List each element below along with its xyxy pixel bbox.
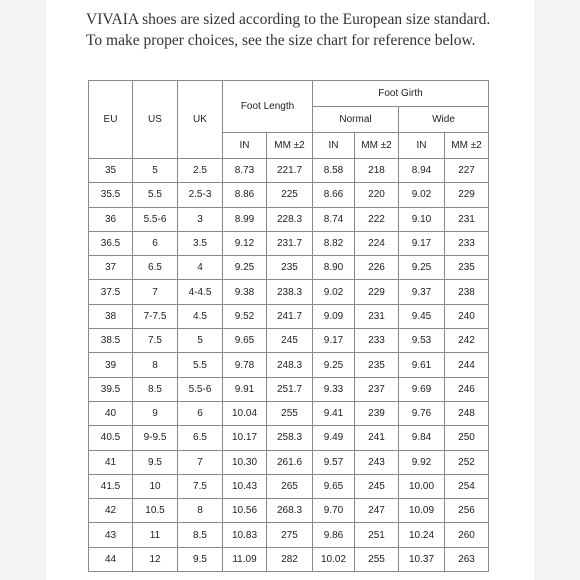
cell-length-in: 9.38 (223, 280, 267, 304)
cell-length-mm: 241.7 (267, 304, 313, 328)
cell-normal-in: 8.90 (313, 256, 355, 280)
intro-line-1: VIVAIA shoes are sized according to the European size standard. (86, 11, 491, 28)
cell-normal-mm: 235 (355, 353, 399, 377)
cell-length-mm: 221.7 (267, 159, 313, 183)
size-chart-panel (46, 0, 534, 580)
cell-wide-in: 9.76 (399, 401, 445, 425)
cell-uk: 6 (178, 401, 223, 425)
table-row (89, 280, 489, 304)
cell-length-in: 9.12 (223, 231, 267, 255)
cell-us: 10.5 (133, 499, 178, 523)
cell-length-mm: 235 (267, 256, 313, 280)
cell-normal-mm: 241 (355, 426, 399, 450)
size-table-body (89, 159, 489, 572)
cell-eu: 39.5 (89, 377, 133, 401)
cell-us: 12 (133, 547, 178, 571)
cell-length-in: 8.73 (223, 159, 267, 183)
cell-length-in: 10.17 (223, 426, 267, 450)
header-foot-girth: Foot Girth (313, 81, 489, 107)
cell-us: 8.5 (133, 377, 178, 401)
cell-uk: 3.5 (178, 231, 223, 255)
cell-us: 9-9.5 (133, 426, 178, 450)
cell-normal-in: 9.49 (313, 426, 355, 450)
cell-normal-in: 9.17 (313, 329, 355, 353)
cell-length-mm: 275 (267, 523, 313, 547)
cell-normal-in: 9.25 (313, 353, 355, 377)
cell-us: 6.5 (133, 256, 178, 280)
cell-uk: 4-4.5 (178, 280, 223, 304)
cell-eu: 41 (89, 450, 133, 474)
cell-wide-in: 10.09 (399, 499, 445, 523)
cell-normal-in: 9.70 (313, 499, 355, 523)
table-row (89, 401, 489, 425)
cell-uk: 8 (178, 499, 223, 523)
cell-length-in: 9.52 (223, 304, 267, 328)
cell-length-mm: 265 (267, 474, 313, 498)
cell-eu: 38.5 (89, 329, 133, 353)
cell-us: 5.5-6 (133, 207, 178, 231)
cell-wide-in: 9.69 (399, 377, 445, 401)
cell-normal-in: 8.74 (313, 207, 355, 231)
cell-length-mm: 251.7 (267, 377, 313, 401)
cell-length-in: 10.83 (223, 523, 267, 547)
table-row (89, 231, 489, 255)
cell-us: 10 (133, 474, 178, 498)
cell-us: 9 (133, 401, 178, 425)
header-eu: EU (89, 81, 133, 159)
cell-us: 8 (133, 353, 178, 377)
header-us: US (133, 81, 178, 159)
header-normal-in: IN (313, 133, 355, 159)
table-row (89, 499, 489, 523)
table-row (89, 207, 489, 231)
cell-eu: 36 (89, 207, 133, 231)
cell-length-mm: 231.7 (267, 231, 313, 255)
cell-normal-mm: 224 (355, 231, 399, 255)
header-length-mm: MM ±2 (267, 133, 313, 159)
cell-length-mm: 245 (267, 329, 313, 353)
cell-length-mm: 268.3 (267, 499, 313, 523)
cell-wide-mm: 250 (445, 426, 489, 450)
cell-normal-in: 8.66 (313, 183, 355, 207)
cell-normal-in: 9.09 (313, 304, 355, 328)
cell-length-in: 9.65 (223, 329, 267, 353)
cell-uk: 3 (178, 207, 223, 231)
cell-wide-in: 8.94 (399, 159, 445, 183)
cell-length-mm: 282 (267, 547, 313, 571)
cell-us: 7-7.5 (133, 304, 178, 328)
cell-normal-mm: 239 (355, 401, 399, 425)
cell-uk: 9.5 (178, 547, 223, 571)
cell-wide-in: 9.17 (399, 231, 445, 255)
header-wide: Wide (399, 107, 489, 133)
cell-us: 5 (133, 159, 178, 183)
cell-length-mm: 238.3 (267, 280, 313, 304)
cell-normal-mm: 226 (355, 256, 399, 280)
cell-length-in: 10.04 (223, 401, 267, 425)
cell-uk: 8.5 (178, 523, 223, 547)
cell-normal-mm: 222 (355, 207, 399, 231)
cell-length-mm: 248.3 (267, 353, 313, 377)
cell-wide-mm: 240 (445, 304, 489, 328)
cell-normal-mm: 237 (355, 377, 399, 401)
cell-eu: 38 (89, 304, 133, 328)
cell-normal-mm: 247 (355, 499, 399, 523)
header-wide-in: IN (399, 133, 445, 159)
table-row (89, 159, 489, 183)
header-length-in: IN (223, 133, 267, 159)
cell-uk: 6.5 (178, 426, 223, 450)
cell-normal-mm: 251 (355, 523, 399, 547)
cell-wide-mm: 238 (445, 280, 489, 304)
table-row (89, 523, 489, 547)
table-row (89, 183, 489, 207)
cell-normal-in: 9.86 (313, 523, 355, 547)
cell-length-in: 9.25 (223, 256, 267, 280)
cell-wide-in: 9.92 (399, 450, 445, 474)
cell-wide-mm: 254 (445, 474, 489, 498)
header-uk: UK (178, 81, 223, 159)
table-row (89, 547, 489, 571)
table-row (89, 329, 489, 353)
table-row (89, 256, 489, 280)
cell-normal-mm: 229 (355, 280, 399, 304)
cell-normal-in: 8.58 (313, 159, 355, 183)
cell-uk: 2.5 (178, 159, 223, 183)
cell-normal-mm: 231 (355, 304, 399, 328)
intro-text (86, 9, 546, 51)
cell-eu: 37.5 (89, 280, 133, 304)
table-row (89, 353, 489, 377)
cell-eu: 43 (89, 523, 133, 547)
cell-eu: 39 (89, 353, 133, 377)
cell-wide-mm: 244 (445, 353, 489, 377)
cell-length-in: 10.30 (223, 450, 267, 474)
cell-us: 11 (133, 523, 178, 547)
table-row (89, 377, 489, 401)
cell-length-in: 8.99 (223, 207, 267, 231)
cell-normal-mm: 218 (355, 159, 399, 183)
cell-wide-mm: 227 (445, 159, 489, 183)
cell-length-mm: 225 (267, 183, 313, 207)
cell-eu: 37 (89, 256, 133, 280)
cell-length-mm: 228.3 (267, 207, 313, 231)
cell-normal-mm: 220 (355, 183, 399, 207)
cell-normal-mm: 255 (355, 547, 399, 571)
cell-uk: 5 (178, 329, 223, 353)
cell-eu: 44 (89, 547, 133, 571)
cell-wide-mm: 246 (445, 377, 489, 401)
table-row (89, 450, 489, 474)
cell-wide-mm: 233 (445, 231, 489, 255)
cell-eu: 41.5 (89, 474, 133, 498)
cell-uk: 5.5-6 (178, 377, 223, 401)
cell-uk: 7 (178, 450, 223, 474)
cell-wide-mm: 263 (445, 547, 489, 571)
cell-us: 5.5 (133, 183, 178, 207)
cell-length-mm: 261.6 (267, 450, 313, 474)
cell-normal-mm: 243 (355, 450, 399, 474)
cell-eu: 36.5 (89, 231, 133, 255)
cell-wide-mm: 231 (445, 207, 489, 231)
cell-wide-in: 9.45 (399, 304, 445, 328)
cell-length-in: 9.91 (223, 377, 267, 401)
cell-length-in: 10.43 (223, 474, 267, 498)
cell-wide-in: 10.24 (399, 523, 445, 547)
cell-wide-in: 9.25 (399, 256, 445, 280)
header-wide-mm: MM ±2 (445, 133, 489, 159)
cell-eu: 40.5 (89, 426, 133, 450)
cell-length-mm: 258.3 (267, 426, 313, 450)
cell-eu: 35.5 (89, 183, 133, 207)
cell-normal-in: 9.57 (313, 450, 355, 474)
header-normal-mm: MM ±2 (355, 133, 399, 159)
cell-wide-mm: 256 (445, 499, 489, 523)
cell-uk: 7.5 (178, 474, 223, 498)
cell-uk: 4.5 (178, 304, 223, 328)
header-normal: Normal (313, 107, 399, 133)
cell-wide-in: 9.84 (399, 426, 445, 450)
table-row (89, 426, 489, 450)
cell-uk: 2.5-3 (178, 183, 223, 207)
cell-wide-in: 9.37 (399, 280, 445, 304)
left-margin (0, 0, 46, 580)
cell-uk: 4 (178, 256, 223, 280)
cell-wide-in: 9.10 (399, 207, 445, 231)
size-chart-table (88, 80, 489, 572)
cell-eu: 40 (89, 401, 133, 425)
cell-us: 7 (133, 280, 178, 304)
cell-wide-mm: 252 (445, 450, 489, 474)
cell-wide-in: 9.02 (399, 183, 445, 207)
cell-wide-in: 9.53 (399, 329, 445, 353)
cell-normal-mm: 245 (355, 474, 399, 498)
cell-length-in: 9.78 (223, 353, 267, 377)
cell-normal-in: 9.02 (313, 280, 355, 304)
cell-normal-in: 10.02 (313, 547, 355, 571)
cell-us: 9.5 (133, 450, 178, 474)
cell-length-in: 10.56 (223, 499, 267, 523)
cell-us: 6 (133, 231, 178, 255)
cell-us: 7.5 (133, 329, 178, 353)
cell-wide-mm: 229 (445, 183, 489, 207)
table-row (89, 474, 489, 498)
cell-wide-in: 9.61 (399, 353, 445, 377)
cell-normal-in: 9.65 (313, 474, 355, 498)
cell-normal-in: 8.82 (313, 231, 355, 255)
header-foot-length: Foot Length (223, 81, 313, 133)
cell-length-mm: 255 (267, 401, 313, 425)
cell-wide-mm: 242 (445, 329, 489, 353)
cell-wide-in: 10.00 (399, 474, 445, 498)
intro-line-2: To make proper choices, see the size chart for reference below. (86, 32, 476, 49)
table-row (89, 304, 489, 328)
cell-wide-mm: 260 (445, 523, 489, 547)
cell-wide-in: 10.37 (399, 547, 445, 571)
cell-eu: 42 (89, 499, 133, 523)
cell-normal-in: 9.41 (313, 401, 355, 425)
cell-uk: 5.5 (178, 353, 223, 377)
cell-normal-mm: 233 (355, 329, 399, 353)
cell-normal-in: 9.33 (313, 377, 355, 401)
cell-wide-mm: 235 (445, 256, 489, 280)
cell-wide-mm: 248 (445, 401, 489, 425)
cell-eu: 35 (89, 159, 133, 183)
cell-length-in: 11.09 (223, 547, 267, 571)
right-margin (534, 0, 580, 580)
cell-length-in: 8.86 (223, 183, 267, 207)
